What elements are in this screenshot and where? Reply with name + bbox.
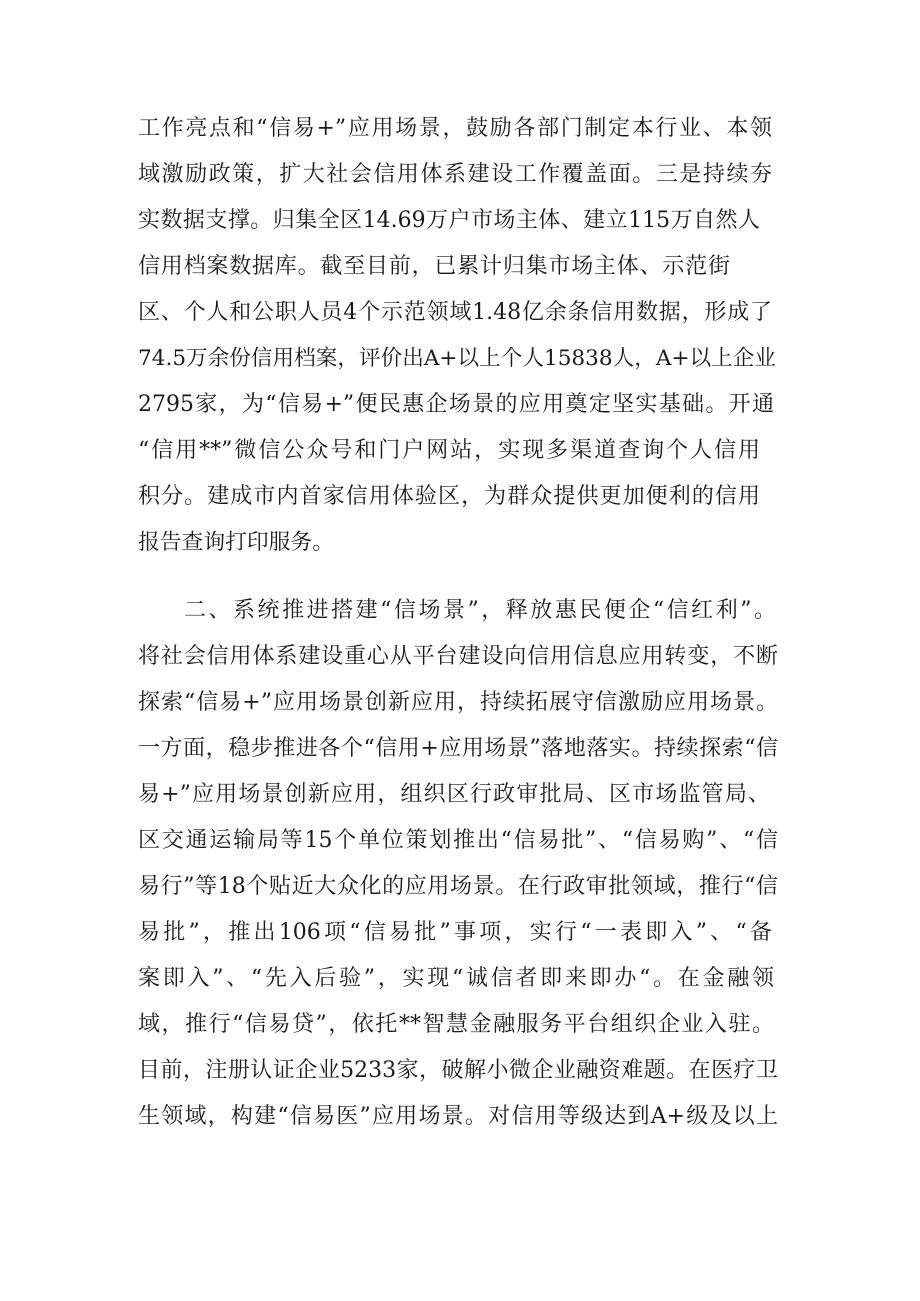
section-heading: 二、系统推进搭建“信场景”，释放惠民便企“信红利”。 (184, 598, 776, 623)
text-line: 易批”，推出106项“信易批”事项，实行“一表即入”、“备 (138, 920, 772, 945)
text-line: 案即入”、“先入后验”，实现“诚信者即来即办“。在金融领 (138, 966, 774, 991)
text-line: “信用**”微信公众号和门户网站，实现多渠道查询个人信用 (138, 438, 760, 463)
text-line: 生领域，构建“信易医”应用场景。对信用等级达到A+级及以上 (138, 1104, 778, 1129)
text-line: 将社会信用体系建设重心从平台建设向信用信息应用转变，不断 (138, 644, 778, 669)
text-line: 74.5万余份信用档案，评价出A+以上个人15838人，A+以上企业 (138, 346, 776, 371)
text-line: 易行”等18个贴近大众化的应用场景。在行政审批领域，推行“信 (138, 874, 778, 899)
text-line: 域激励政策，扩大社会信用体系建设工作覆盖面。三是持续夯 (138, 162, 772, 187)
text-line: 一方面，稳步推进各个“信用+应用场景”落地落实。持续探索“信 (138, 736, 778, 761)
text-line: 易+”应用场景创新应用，组织区行政审批局、区市场监管局、 (138, 782, 770, 807)
text-line: 报告查询打印服务。 (138, 530, 334, 555)
text-line: 信用档案数据库。截至目前，已累计归集市场主体、示范街 (138, 254, 730, 279)
text-line: 2795家，为“信易+”便民惠企场景的应用奠定坚实基础。开通 (138, 392, 774, 417)
text-line: 目前，注册认证企业5233家，破解小微企业融资难题。在医疗卫 (138, 1058, 778, 1083)
text-line: 域，推行“信易贷”，依托**智慧金融服务平台组织企业入驻。 (138, 1012, 774, 1037)
text-line: 探索“信易+”应用场景创新应用，持续拓展守信激励应用场景。 (138, 690, 778, 715)
text-line: 区、个人和公职人员4个示范领域1.48亿余条信用数据，形成了 (138, 300, 772, 325)
text-line: 实数据支撑。归集全区14.69万户市场主体、建立115万自然人 (138, 208, 760, 233)
text-line: 区交通运输局等15个单位策划推出“信易批”、“信易购”、“信 (138, 828, 778, 853)
text-line: 积分。建成市内首家信用体验区，为群众提供更加便利的信用 (138, 484, 760, 509)
text-line: 工作亮点和“信易+”应用场景，鼓励各部门制定本行业、本领 (138, 116, 772, 141)
